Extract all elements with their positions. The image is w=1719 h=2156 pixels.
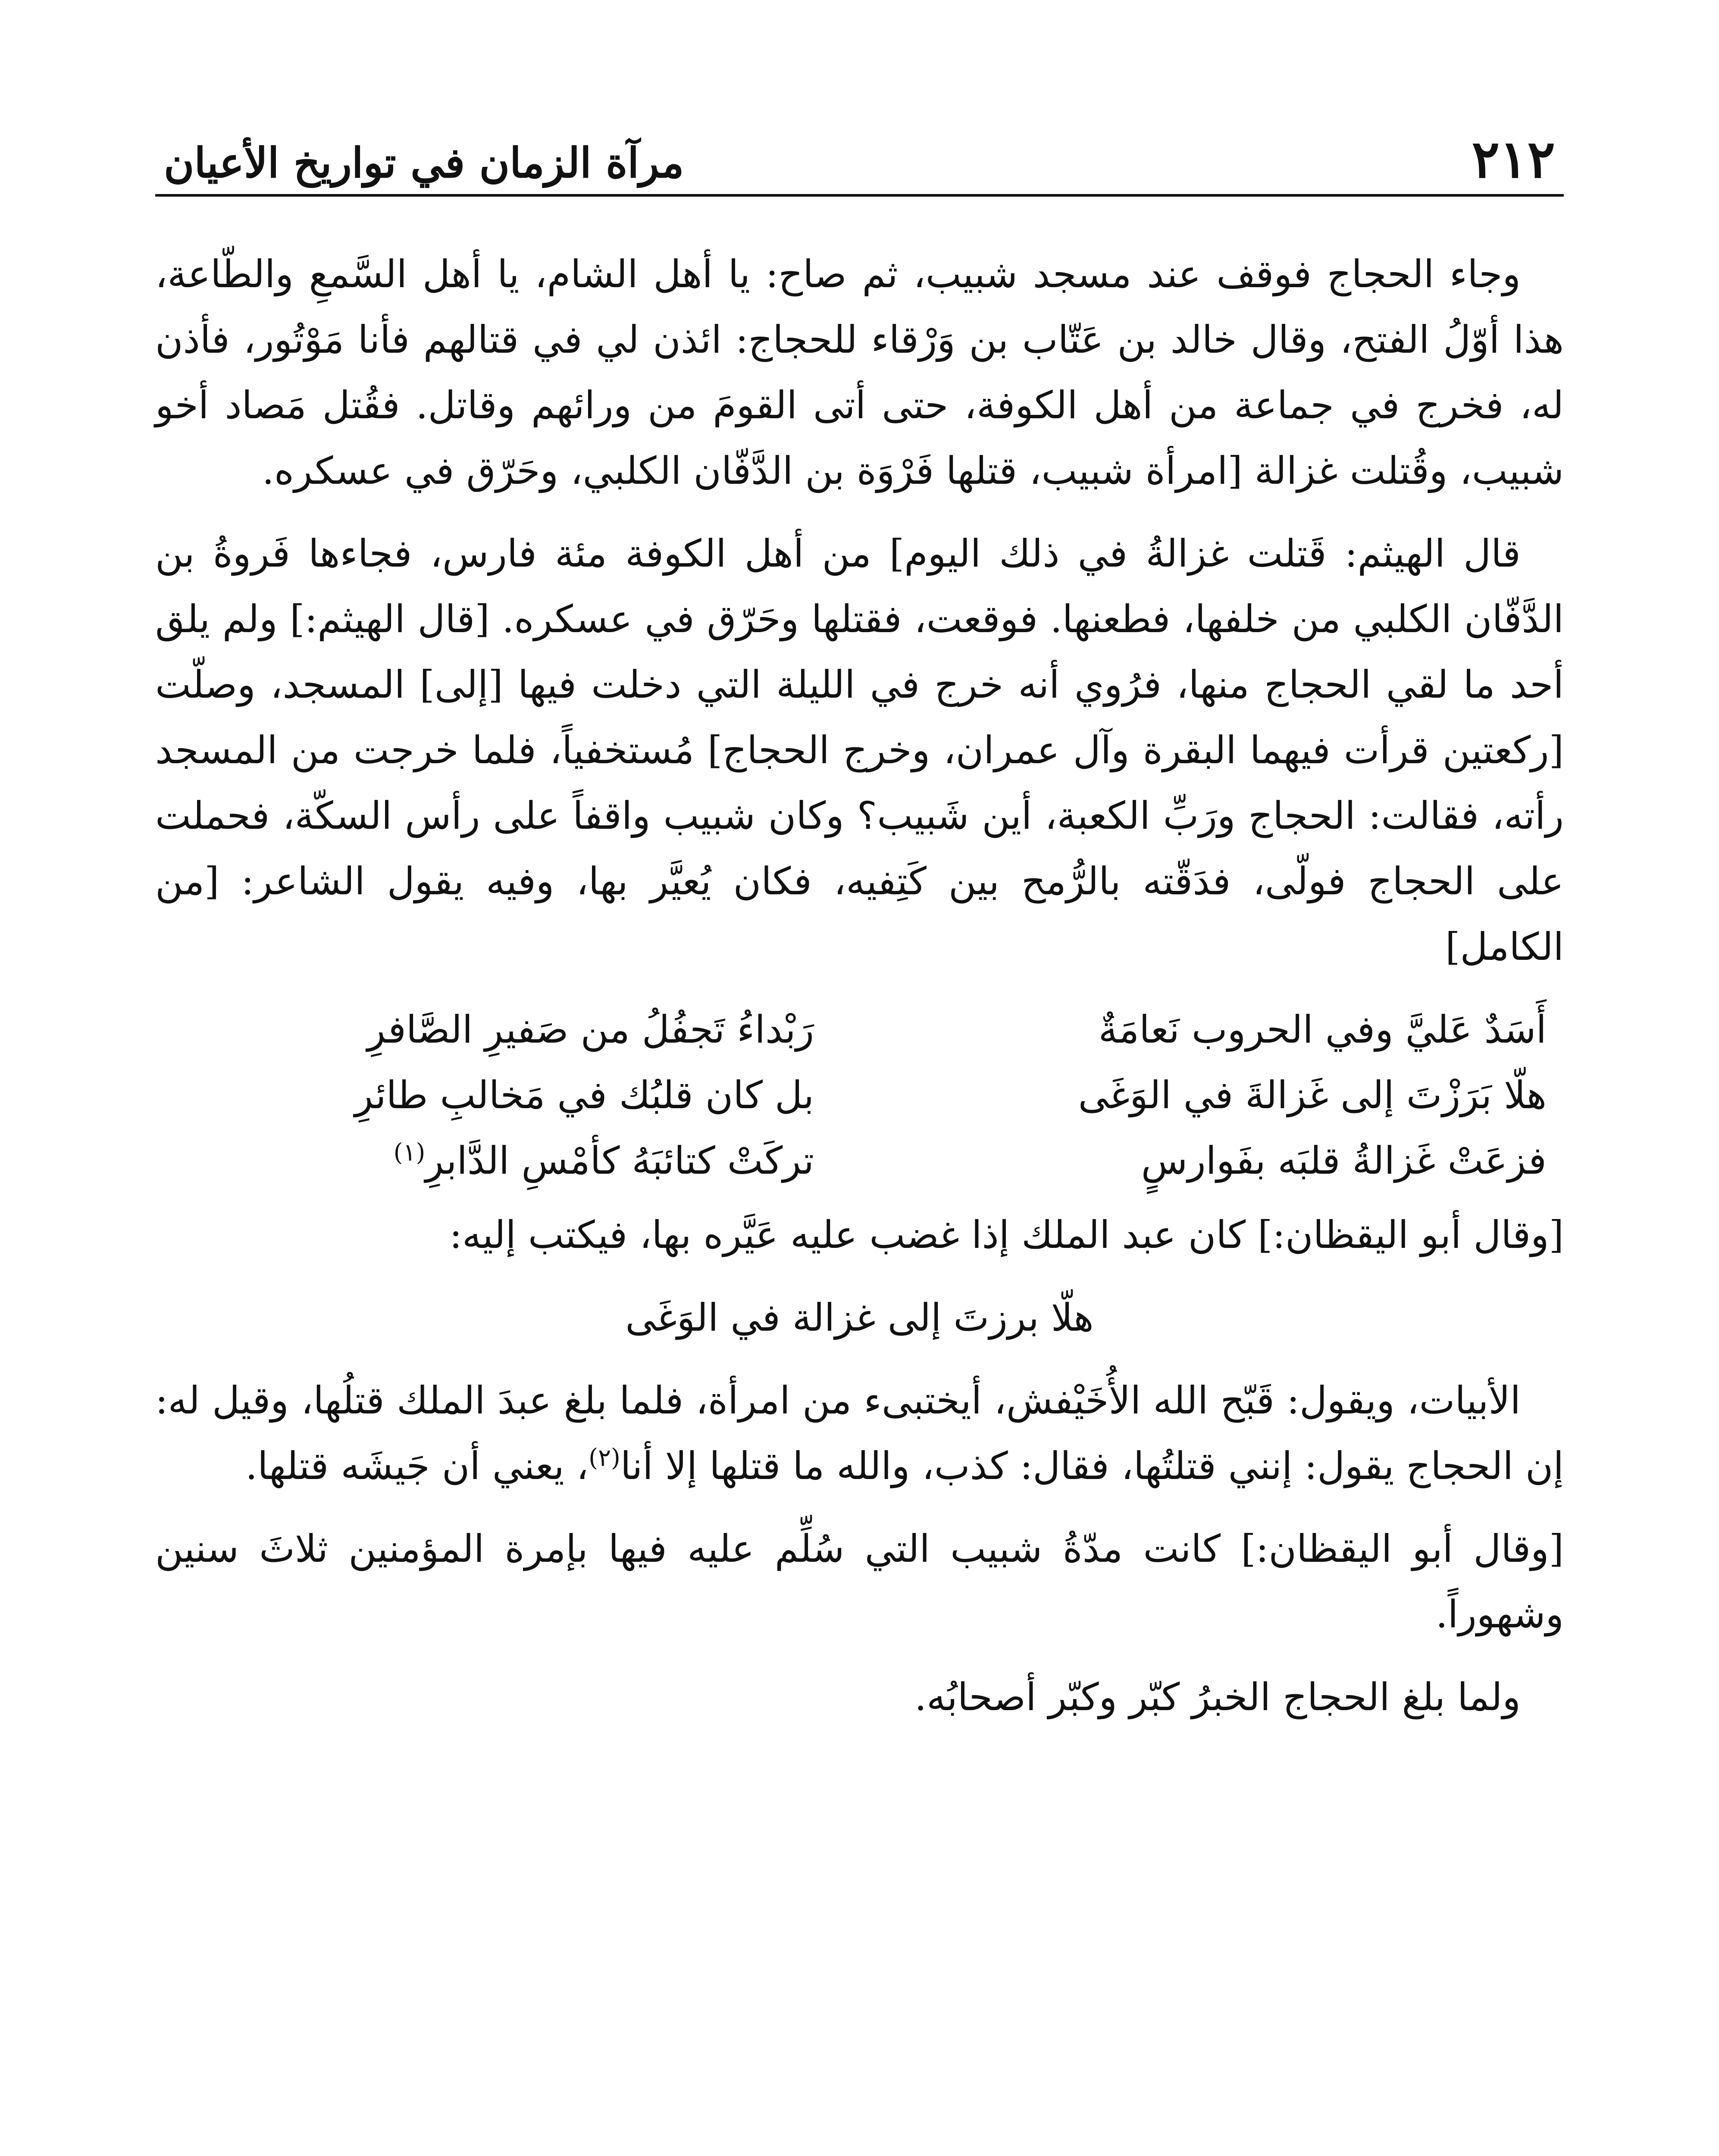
main-text	[155, 241, 1564, 1747]
paragraph-4-text: الأبيات، ويقول: قَبّح الله الأُخَيْفش، أيختبىء من امرأة، فلما بلغ عبدَ الملك قتلُها، وقيل له: إن الحجاج يقول: إنني قتلتُها، فقال: كذب، والله ما قتلها إلا أنا	[155, 1378, 1564, 1488]
paragraph-4-tail: ، يعني أن جَيشَه قتلها.	[245, 1444, 589, 1488]
paragraph-1: وجاء الحجاج فوقف عند مسجد شبيب، ثم صاح: يا أهل الشام، يا أهل السَّمعِ والطّاعة، هذا أوّلُ الفتح، وقال خالد بن عَتّاب بن وَرْقاء للحجاج: ائذن لي في قتالهم فأنا مَوْتُور، فأذن له، فخرج في جماعة من أهل الكوفة، حتى أتى القومَ من ورائهم وقاتل. فقُتل مَصاد أخو شبيب، وقُتلت غزالة [امرأة شبيب، قتلها فَرْوَة بن الدَّفّان الكلبي، وحَرّق في عسكره.	[155, 252, 1564, 493]
paragraph-3: [وقال أبو اليقظان:] كان عبد الملك إذا غضب عليه عَيَّره بها، فيكتب إليه:	[449, 1213, 1564, 1257]
verse-3-first-hemistich: فزعَتْ غَزالةُ قلبَه بفَوارسٍ	[1141, 1138, 1547, 1183]
footnote-ref-1[interactable]: (١)	[393, 1138, 426, 1167]
verse-2-first-hemistich: هلّا بَرَزْتَ إلى غَزالةَ في الوَغَى	[1078, 1073, 1547, 1117]
verse-3-second-hemistich: تركَتْ كتائبَهُ كأمْسِ الدَّابرِ	[425, 1138, 814, 1183]
verse-2-second-hemistich: بل كان قلبُك في مَخالبِ طائرِ	[354, 1073, 814, 1117]
footnote-ref-2[interactable]: (٢)	[589, 1444, 620, 1472]
paragraph-2: قال الهيثم: قَتلت غزالةُ في ذلك اليوم] من أهل الكوفة مئة فارس، فجاءها فَروةُ بن الدَّفّان الكلبي من خلفها، فطعنها. فوقعت، فقتلها وحَرّق في عسكره. [قال الهيثم:] ولم يلق أحد ما لقي الحجاج منها، فرُوي أنه خرج في الليلة التي دخلت فيها [إلى] المسجد، وصلّت [ركعتين قرأت فيهما البقرة وآل عمران، وخرج الحجاج] مُستخفياً، فلما خرجت من المسجد رأته، فقالت: الحجاج ورَبِّ الكعبة، أين شَبيب؟ وكان شبيب واقفاً على رأس السكّة، فحملت على الحجاج فولّى، فدَقّته بالرُّمح بين كَتِفيه، فكان يُعيَّر بها، وفيه يقول الشاعر: [من الكامل]	[155, 531, 1564, 969]
verse-line-1	[155, 997, 1564, 1062]
paragraph-6: ولما بلغ الحجاج الخبرُ كبّر وكبّر أصحابُه.	[914, 1675, 1521, 1719]
verse-1-second-hemistich: رَبْداءُ تَجفُلُ من صَفيرِ الصَّافرِ	[367, 1007, 814, 1052]
running-header	[155, 129, 1564, 197]
verse-1-first-hemistich: أَسَدٌ عَليَّ وفي الحروب نَعامَةٌ	[1098, 1007, 1547, 1052]
page-number: ٢١٢	[1472, 129, 1555, 190]
verse-line-3	[155, 1128, 1564, 1194]
verse-line-2	[155, 1062, 1564, 1128]
paragraph-4	[155, 1368, 1564, 1499]
centered-verse: هلّا برزتَ إلى غزالة في الوَغَى	[625, 1295, 1094, 1340]
running-title: مرآة الزمان في تواريخ الأعيان	[164, 138, 684, 187]
verse-3-second-hemistich-wrap	[155, 1128, 831, 1194]
paragraph-5: [وقال أبو اليقظان:] كانت مدّةُ شبيب التي سُلِّم عليه فيها بإمرة المؤمنين ثلاثَ سنين وشهوراً.	[155, 1526, 1564, 1636]
poem-verses	[155, 997, 1564, 1194]
